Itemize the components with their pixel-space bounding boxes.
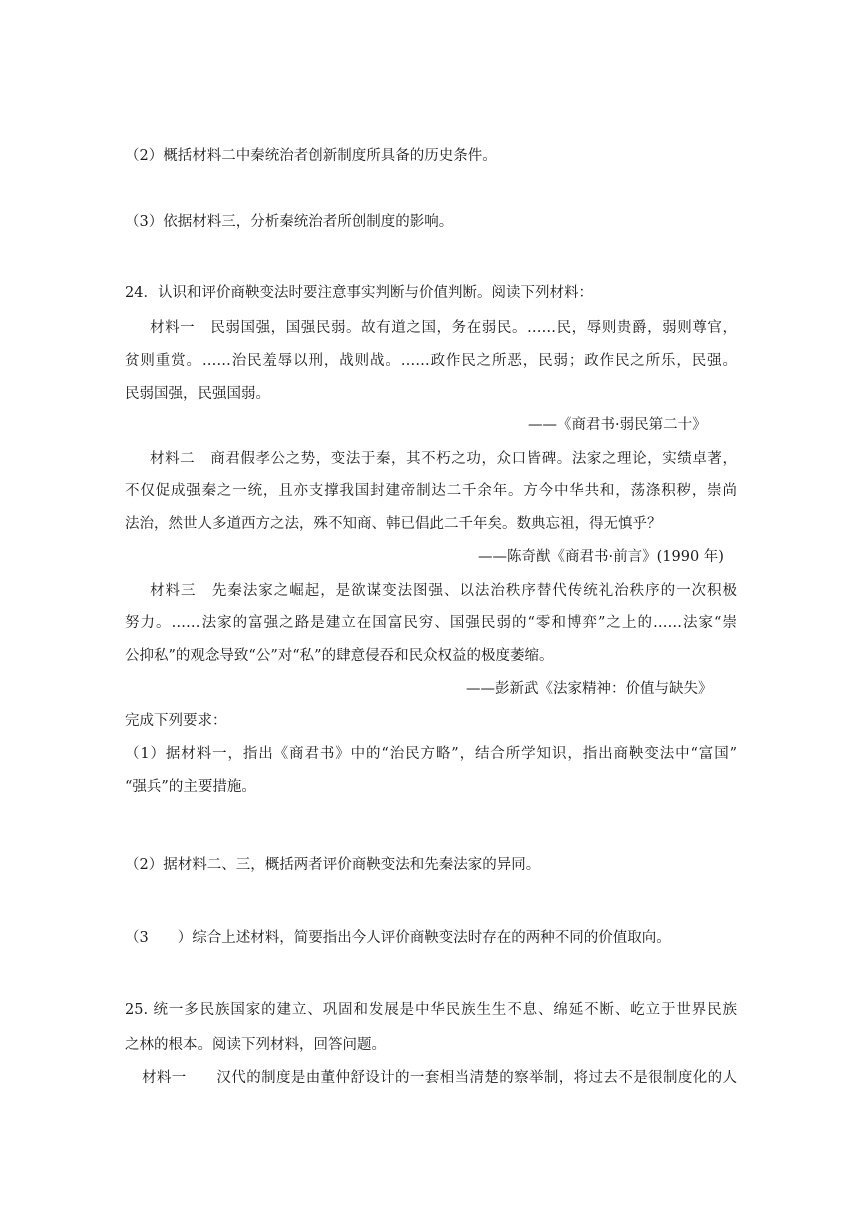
q24-material1-source: ——《商君书·弱民第二十》 xyxy=(528,417,707,433)
q24-sub2: （2）据材料二、三，概括两者评价商鞅变法和先秦法家的异同。 xyxy=(125,857,541,873)
q24-sub1-line: （1）据材料一，指出《商君书》中的“治民方略”，结合所学知识，指出商鞅变法中“富国” xyxy=(125,746,737,762)
q24-material3-line: 材料三 先秦法家之崛起，是欲谋变法图强、以法治秩序替代传统礼治秩序的一次积极 xyxy=(150,583,737,599)
q24-sub1-line: “强兵”的主要措施。 xyxy=(125,779,256,795)
q23-sub2: （2）概括材料二中秦统治者创新制度所具备的历史条件。 xyxy=(125,148,497,164)
q24-material2-line: 法治，然世人多道西方之法，殊不知商、韩已倡此二千年矣。数典忘祖，得无慎乎？ xyxy=(125,516,662,532)
q24-material1-line: 民弱国强，民强国弱。 xyxy=(125,386,270,402)
q24-stem: 24．认识和评价商鞅变法时要注意事实判断与价值判断。阅读下列材料： xyxy=(125,285,593,301)
q24-material2-source: ——陈奇猷《商君书·前言》(1990 年) xyxy=(478,549,724,565)
q25-stem-line: 25. 统一多民族国家的建立、巩固和发展是中华民族生生不息、绵延不断、屹立于世界民族 xyxy=(125,1002,737,1018)
q24-material2-line: 不仅促成强秦之一统，且亦支撑我国封建帝制达二千余年。方今中华共和，荡涤积秽，崇尚 xyxy=(125,483,737,499)
q24-material1-line: 材料一 民弱国强，国强民弱。故有道之国，务在弱民。……民，辱则贵爵，弱则尊官， xyxy=(150,320,737,336)
q24-requirements: 完成下列要求： xyxy=(125,713,227,729)
q24-material3-line: 公抑私”的观念导致“公”对“私”的肆意侵吞和民众权益的极度萎缩。 xyxy=(125,648,554,664)
q24-material1-line: 贫则重赏。……治民羞辱以刑，战则战。……政作民之所恶，民弱；政作民之所乐，民强。 xyxy=(125,353,737,369)
q24-sub3: （3 ）综合上述材料，简要指出今人评价商鞅变法时存在的两种不同的价值取向。 xyxy=(125,930,671,946)
q24-material2-line: 材料二 商君假孝公之势，变法于秦，其不朽之功，众口皆碑。法家之理论，实绩卓著， xyxy=(150,451,737,467)
q23-sub3: （3）依据材料三，分析秦统治者所创制度的影响。 xyxy=(125,214,454,230)
q24-material3-line: 努力。……法家的富强之路是建立在国富民穷、国强民弱的“零和博弈”之上的……法家“崇 xyxy=(125,615,737,631)
q25-stem-line: 之林的根本。阅读下列材料，回答问题。 xyxy=(125,1037,386,1053)
q24-material3-source: ——彭新武《法家精神：价值与缺失》 xyxy=(466,681,713,697)
q25-material1-line: 材料一 汉代的制度是由董仲舒设计的一套相当清楚的察举制，将过去不是很制度化的人 xyxy=(142,1070,737,1086)
